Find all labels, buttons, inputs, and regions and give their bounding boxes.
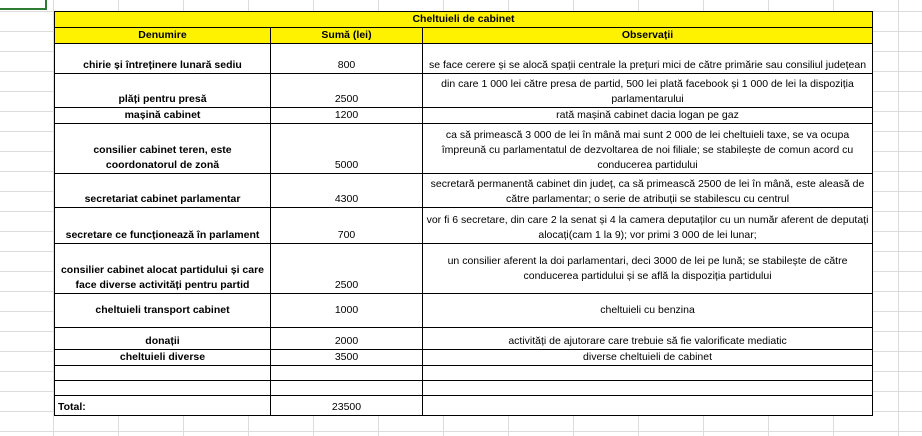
row-notes[interactable]: activități de ajutorare care trebuie să fie valorificate mediatic bbox=[423, 328, 873, 350]
table-row bbox=[55, 208, 873, 244]
table-row bbox=[55, 74, 873, 108]
empty-row bbox=[55, 366, 873, 381]
empty-cell[interactable] bbox=[423, 396, 873, 416]
row-sum[interactable]: 2500 bbox=[271, 244, 423, 294]
row-name[interactable]: mașină cabinet bbox=[55, 108, 271, 124]
table-title[interactable]: Cheltuieli de cabinet bbox=[55, 12, 873, 28]
table-row bbox=[55, 174, 873, 208]
title-row bbox=[55, 12, 873, 28]
row-sum[interactable]: 2500 bbox=[271, 74, 423, 108]
active-cell-marker[interactable] bbox=[0, 0, 47, 10]
row-sum[interactable]: 700 bbox=[271, 208, 423, 244]
empty-row bbox=[55, 381, 873, 396]
row-sum[interactable]: 1200 bbox=[271, 108, 423, 124]
header-name[interactable]: Denumire bbox=[55, 28, 271, 44]
table-row bbox=[55, 294, 873, 328]
row-notes[interactable]: secretară permanentă cabinet din județ, ca să primească 2500 de lei în mână, este aleasă de către parlamentar; o serie de atribuții se stabilescu cu centrul bbox=[423, 174, 873, 208]
table-row bbox=[55, 350, 873, 366]
row-notes[interactable]: un consilier aferent la doi parlamentari, deci 3000 de lei pe lună; se stabilește de către conducerea partidului și se află la dispoziția partidului bbox=[423, 244, 873, 294]
row-name[interactable]: cheltuieli diverse bbox=[55, 350, 271, 366]
empty-cell[interactable] bbox=[271, 381, 423, 396]
empty-cell[interactable] bbox=[55, 381, 271, 396]
row-notes[interactable]: diverse cheltuieli de cabinet bbox=[423, 350, 873, 366]
empty-cell[interactable] bbox=[423, 381, 873, 396]
row-notes[interactable]: din care 1 000 lei către presa de partid, 500 lei plată facebook și 1 000 de lei la dispoziția parlamentarului bbox=[423, 74, 873, 108]
table-row bbox=[55, 244, 873, 294]
row-sum[interactable]: 4300 bbox=[271, 174, 423, 208]
total-value[interactable]: 23500 bbox=[271, 396, 423, 416]
row-sum[interactable]: 1000 bbox=[271, 294, 423, 328]
row-notes[interactable]: rată mașină cabinet dacia logan pe gaz bbox=[423, 108, 873, 124]
row-name[interactable]: donații bbox=[55, 328, 271, 350]
row-name[interactable]: consilier cabinet alocat partidului și care face diverse activități pentru partid bbox=[55, 244, 271, 294]
total-label[interactable]: Total: bbox=[55, 396, 271, 416]
row-name[interactable]: secretariat cabinet parlamentar bbox=[55, 174, 271, 208]
empty-cell[interactable] bbox=[271, 366, 423, 381]
row-name[interactable]: cheltuieli transport cabinet bbox=[55, 294, 271, 328]
table-row bbox=[55, 328, 873, 350]
row-sum[interactable]: 3500 bbox=[271, 350, 423, 366]
row-sum[interactable]: 800 bbox=[271, 44, 423, 74]
row-notes[interactable]: cheltuieli cu benzina bbox=[423, 294, 873, 328]
header-sum[interactable]: Sumă (lei) bbox=[271, 28, 423, 44]
row-notes[interactable]: ca să primească 3 000 de lei în mână mai sunt 2 000 de lei cheltuieli taxe, se va ocupa împreună cu parlamentatul de dezvoltarea de noi filiale; se stabilește de comun acord cu conducerea partidului bbox=[423, 124, 873, 174]
row-notes[interactable]: se face cerere și se alocă spații centrale la prețuri mici de către primărie sau consiliul județean bbox=[423, 44, 873, 74]
row-notes[interactable]: vor fi 6 secretare, din care 2 la senat și 4 la camera deputaților cu un număr aferent de deputați alocați(cam 1 la 9); vor primi 3 000 de lei lunar; bbox=[423, 208, 873, 244]
table-row bbox=[55, 44, 873, 74]
table-row bbox=[55, 108, 873, 124]
row-name[interactable]: chirie și întreținere lunară sediu bbox=[55, 44, 271, 74]
row-name[interactable]: consilier cabinet teren, este coordonatorul de zonă bbox=[55, 124, 271, 174]
header-notes[interactable]: Observații bbox=[423, 28, 873, 44]
header-row bbox=[55, 28, 873, 44]
expenses-table bbox=[54, 11, 873, 416]
empty-cell[interactable] bbox=[423, 366, 873, 381]
table-row bbox=[55, 124, 873, 174]
row-sum[interactable]: 5000 bbox=[271, 124, 423, 174]
row-name[interactable]: plăți pentru presă bbox=[55, 74, 271, 108]
total-row bbox=[55, 396, 873, 416]
empty-cell[interactable] bbox=[55, 366, 271, 381]
row-name[interactable]: secretare ce funcționează în parlament bbox=[55, 208, 271, 244]
row-sum[interactable]: 2000 bbox=[271, 328, 423, 350]
